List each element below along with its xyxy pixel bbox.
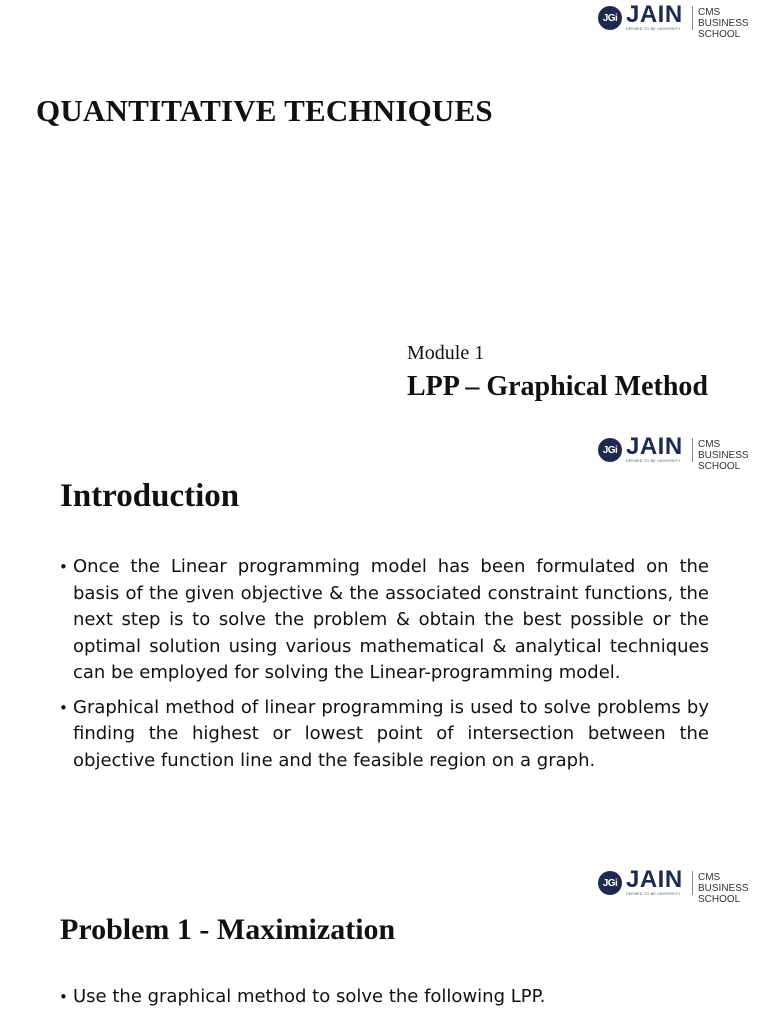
logo-name: JAIN xyxy=(626,866,683,893)
module-label: Module 1 xyxy=(407,342,485,364)
list-item: • Once the Linear programming model has been formulated on the basis of the given objective & the associated constraint functions, the next step is to solve the problem & obtain the best possible or the optimal solution using various mathematical & analytical techniques can be employed for solving the Linear-programming model. xyxy=(59,554,709,687)
slide-title xyxy=(0,0,768,425)
logo-name: JAIN xyxy=(626,1,683,28)
intro-bullet-list xyxy=(59,554,709,774)
logo-tagline: DEEMED-TO-BE UNIVERSITY xyxy=(626,27,681,31)
list-item: • Use the graphical method to solve the following LPP. xyxy=(59,984,709,1010)
jgi-badge-icon: JGi xyxy=(598,871,622,895)
logo-tagline: DEEMED-TO-BE UNIVERSITY xyxy=(626,459,681,463)
jgi-badge-icon: JGi xyxy=(598,438,622,462)
logo-school: CMS BUSINESS SCHOOL xyxy=(698,7,749,40)
logo-school: CMS BUSINESS SCHOOL xyxy=(698,872,749,905)
logo-name: JAIN xyxy=(626,433,683,460)
list-item: • Graphical method of linear programming is used to solve problems by finding the highest or lowest point of intersection between the objective function line and the feasible region on a graph. xyxy=(59,695,709,775)
logo-divider xyxy=(692,6,693,30)
logo-divider xyxy=(692,871,693,895)
slide-introduction xyxy=(0,426,768,856)
logo-school: CMS BUSINESS SCHOOL xyxy=(698,439,749,472)
jain-logo xyxy=(598,433,768,472)
logo-divider xyxy=(692,438,693,462)
jgi-badge-icon: JGi xyxy=(598,6,622,30)
slide-problem-1 xyxy=(0,857,768,1024)
logo-tagline: DEEMED-TO-BE UNIVERSITY xyxy=(626,892,681,896)
jain-logo xyxy=(598,866,768,905)
jain-logo xyxy=(598,1,768,40)
problem-bullet-list xyxy=(59,984,709,1010)
module-subtitle: LPP – Graphical Method xyxy=(407,371,708,402)
section-heading: Introduction xyxy=(60,478,240,514)
deck-title: QUANTITATIVE TECHNIQUES xyxy=(36,93,493,128)
problem-heading: Problem 1 - Maximization xyxy=(60,913,396,946)
